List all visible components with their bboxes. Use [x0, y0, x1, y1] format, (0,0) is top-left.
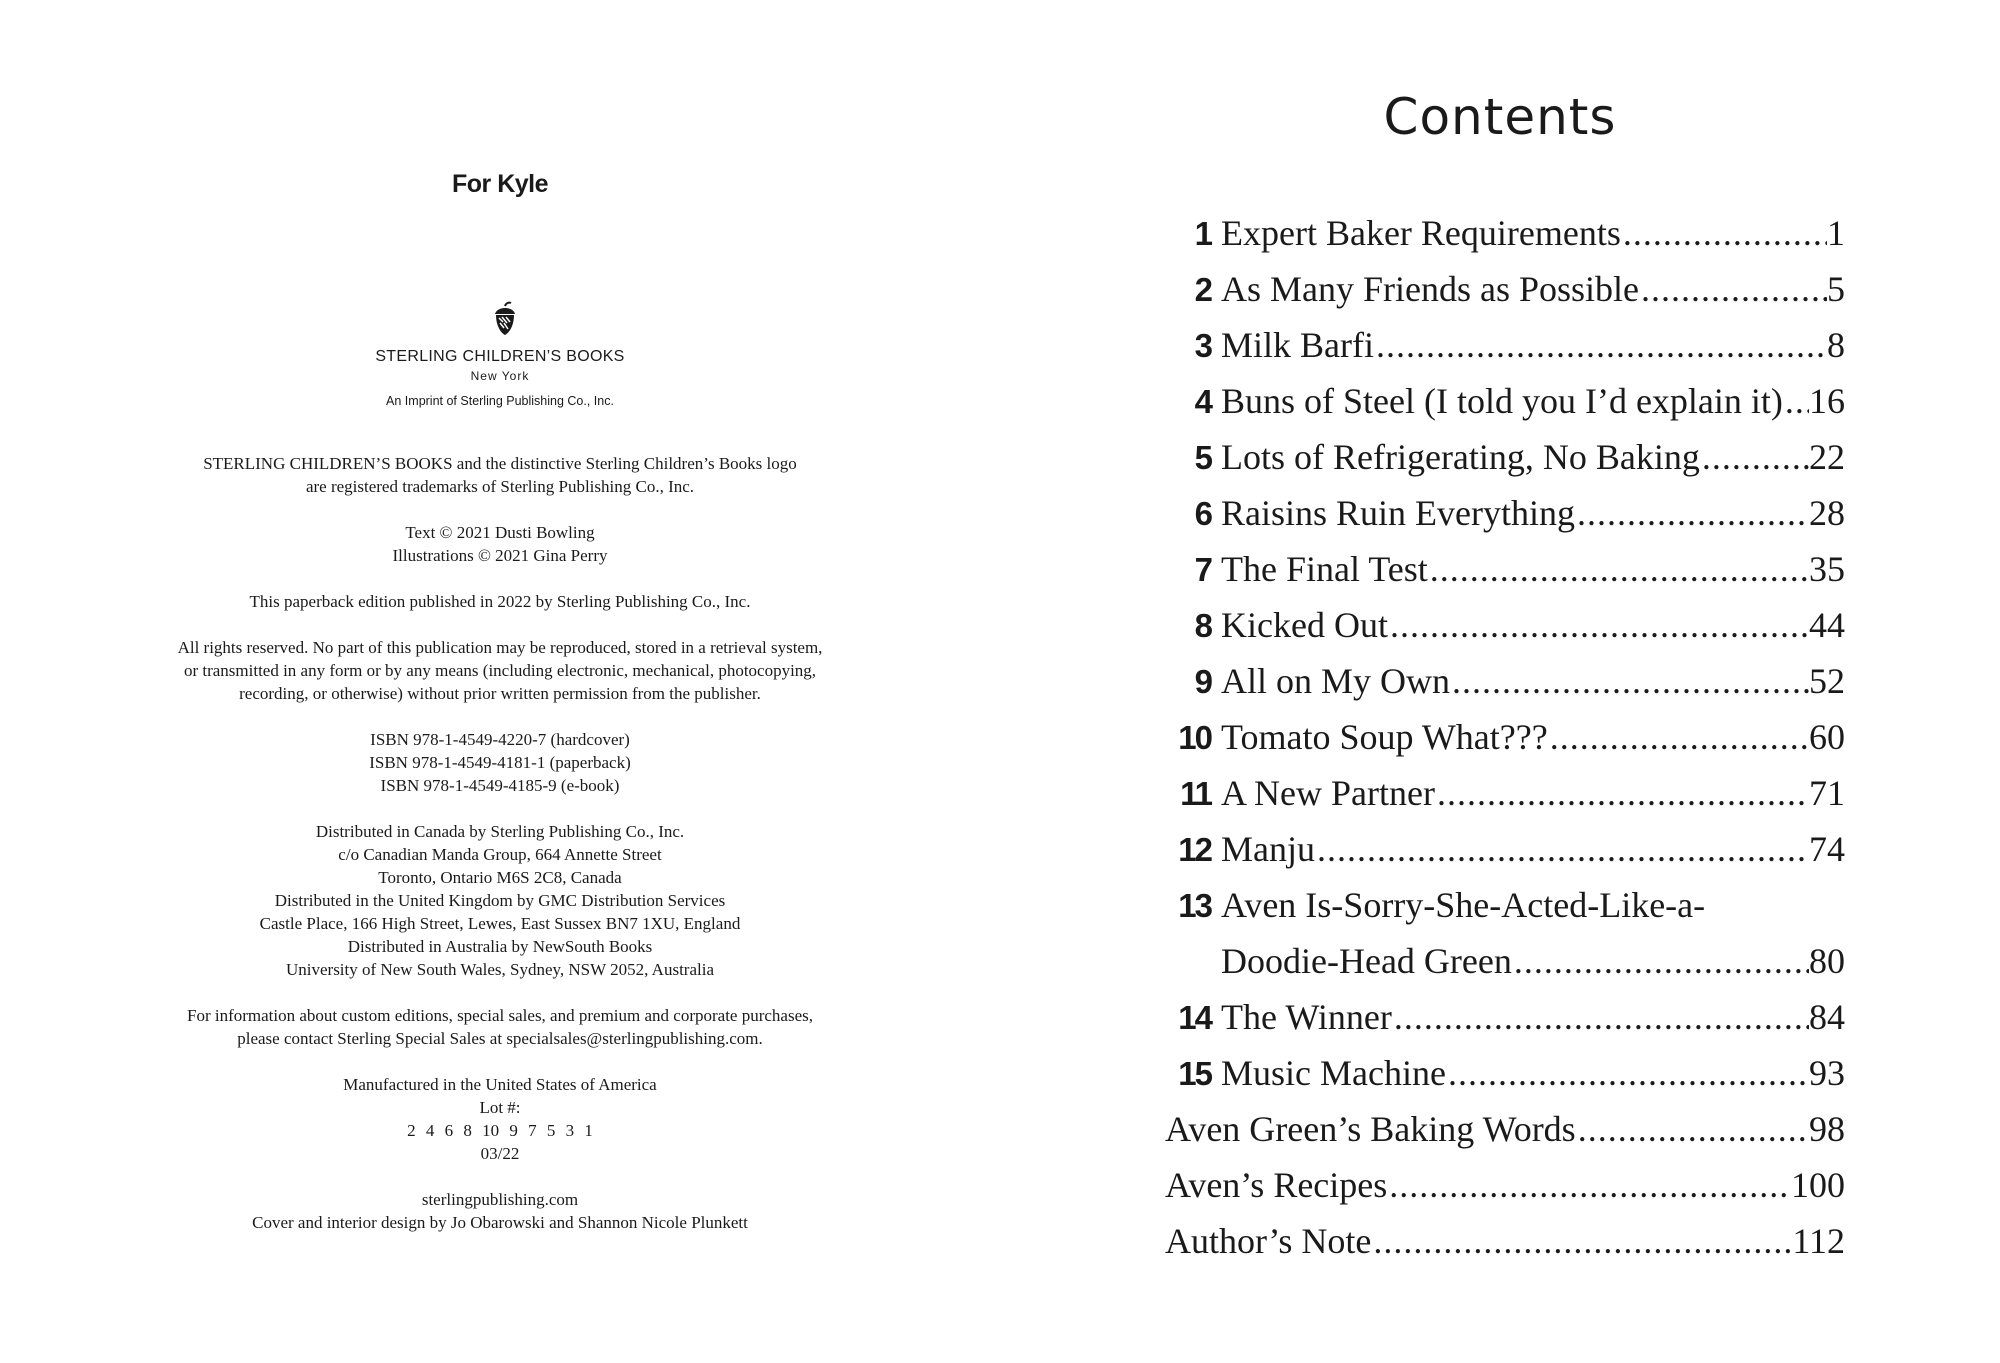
- page-number: 84: [1809, 997, 1845, 1037]
- chapter-title: Lots of Refrigerating, No Baking: [1221, 437, 1700, 477]
- back-matter-title: Aven’s Recipes: [1165, 1165, 1388, 1205]
- chapter-number: 10: [1178, 719, 1211, 756]
- dot-leader: [1700, 429, 1809, 485]
- page-number: 1: [1827, 213, 1845, 253]
- page-number: 5: [1827, 269, 1845, 309]
- toc-entry[interactable]: [1165, 205, 1845, 261]
- dot-leader: [1388, 597, 1809, 653]
- chapter-number: 12: [1178, 831, 1211, 868]
- publisher-name: STERLING CHILDREN’S BOOKS: [375, 348, 625, 365]
- rights-notice: All rights reserved. No part of this publication may be reproduced, stored in a retrieval system, or transmitted in any form or by any means (including electronic, mechanical, photocopying, recording, or otherwise) without prior written permission from the publisher.: [177, 638, 823, 703]
- toc-entry[interactable]: [1165, 709, 1845, 765]
- dot-leader: [1783, 373, 1809, 429]
- publisher-imprint: An Imprint of Sterling Publishing Co., Inc.: [386, 394, 614, 408]
- page-number: 74: [1809, 829, 1845, 869]
- chapter-title: A New Partner: [1221, 773, 1435, 813]
- dot-leader: [1548, 709, 1809, 765]
- toc-entry[interactable]: [1165, 261, 1845, 317]
- website-and-design: [0, 1188, 1000, 1234]
- trademark-notice: STERLING CHILDREN’S BOOKS and the distinctive Sterling Children’s Books logo are registered trademarks of Sterling Publishing Co., Inc.: [203, 454, 797, 496]
- copyright-block: [0, 452, 1000, 1257]
- distribution-info: Distributed in Canada by Sterling Publishing Co., Inc. c/o Canadian Manda Group, 664 Annette Street Toronto, Ontario M6S 2C8, Canada Distributed in the United Kingdom by GMC Distribution Services Castle Place, 166 High Street, Lewes, East Sussex BN7 1XU, England Distributed in Australia by NewSouth Books University of New South Wales, Sydney, NSW 2052, Australia: [259, 822, 741, 979]
- toc-entry[interactable]: [1165, 821, 1845, 877]
- contents-page: [1000, 0, 2000, 1363]
- chapter-number: 4: [1194, 383, 1211, 420]
- toc-back-matter-entry[interactable]: [1165, 1213, 1845, 1269]
- chapter-number: 3: [1194, 327, 1211, 364]
- chapter-title: Kicked Out: [1221, 605, 1388, 645]
- toc-entry-continuation[interactable]: [1165, 933, 1845, 989]
- website: sterlingpublishing.com: [421, 1190, 579, 1209]
- chapter-title: Tomato Soup What???: [1221, 717, 1548, 757]
- chapter-number: 8: [1194, 607, 1211, 644]
- dot-leader: [1387, 1157, 1791, 1213]
- page-number: 98: [1809, 1109, 1845, 1149]
- dot-leader: [1374, 317, 1827, 373]
- chapter-title: Manju: [1221, 829, 1315, 869]
- chapter-title: Aven Is-Sorry-She-Acted-Like-a-: [1221, 885, 1706, 925]
- special-sales-info: For information about custom editions, special sales, and premium and corporate purchases, please contact Sterling Special Sales at specialsales@sterlingpublishing.com.: [186, 1006, 813, 1048]
- dot-leader: [1392, 989, 1809, 1045]
- chapter-number: 5: [1194, 439, 1211, 476]
- toc-entry[interactable]: [1165, 877, 1845, 933]
- page-number: 35: [1809, 549, 1845, 589]
- dot-leader: [1575, 485, 1809, 541]
- dot-leader: [1446, 1045, 1809, 1101]
- page-number: 8: [1827, 325, 1845, 365]
- chapter-title: The Winner: [1221, 997, 1392, 1037]
- toc-entry[interactable]: [1165, 653, 1845, 709]
- toc-entry[interactable]: [1165, 485, 1845, 541]
- toc-entry[interactable]: [1165, 597, 1845, 653]
- chapter-title: The Final Test: [1221, 549, 1428, 589]
- chapter-number: 13: [1178, 887, 1211, 924]
- page-number: 28: [1809, 493, 1845, 533]
- toc-entry[interactable]: [1165, 765, 1845, 821]
- isbn-list: ISBN 978-1-4549-4220-7 (hardcover) ISBN 978-1-4549-4181-1 (paperback) ISBN 978-1-4549-4185-9 (e-book): [369, 730, 631, 795]
- page-number: 71: [1809, 773, 1845, 813]
- toc-back-matter-entry[interactable]: [1165, 1101, 1845, 1157]
- chapter-title: Milk Barfi: [1221, 325, 1374, 365]
- chapter-number: 2: [1194, 271, 1211, 308]
- dot-leader: [1621, 205, 1827, 261]
- page-number: 22: [1809, 437, 1845, 477]
- chapter-number: 7: [1194, 551, 1211, 588]
- chapter-number: 15: [1178, 1055, 1211, 1092]
- chapter-number: 1: [1194, 215, 1211, 252]
- page-number: 112: [1792, 1221, 1845, 1261]
- back-matter-title: Author’s Note: [1165, 1221, 1372, 1261]
- chapter-number: 14: [1178, 999, 1211, 1036]
- chapter-title: Expert Baker Requirements: [1221, 213, 1621, 253]
- toc-entry[interactable]: [1165, 429, 1845, 485]
- dot-leader: [1428, 541, 1809, 597]
- page-number: 100: [1791, 1165, 1845, 1205]
- chapter-number: 9: [1194, 663, 1211, 700]
- toc-entry[interactable]: [1165, 373, 1845, 429]
- back-matter-title: Aven Green’s Baking Words: [1165, 1109, 1576, 1149]
- dot-leader: [1450, 653, 1809, 709]
- dedication: For Kyle: [451, 170, 549, 198]
- page-number: 52: [1809, 661, 1845, 701]
- page-number: 60: [1809, 717, 1845, 757]
- printing-line: 2 4 6 8 10 9 7 5 3 1: [407, 1121, 593, 1140]
- acorn-logo-icon: [487, 300, 523, 338]
- table-of-contents: [1165, 205, 1845, 1269]
- dot-leader: [1435, 765, 1809, 821]
- dot-leader: [1639, 261, 1827, 317]
- toc-entry[interactable]: [1165, 541, 1845, 597]
- toc-entry[interactable]: [1165, 989, 1845, 1045]
- dot-leader: [1512, 933, 1809, 989]
- dot-leader: [1576, 1101, 1809, 1157]
- toc-back-matter-entry[interactable]: [1165, 1157, 1845, 1213]
- page-number: 93: [1809, 1053, 1845, 1093]
- chapter-number: 6: [1194, 495, 1211, 532]
- page-number: 80: [1809, 941, 1845, 981]
- manufacturing-info: Manufactured in the United States of America Lot #: 2 4 6 8 10 9 7 5 3 1 03/22: [0, 1073, 1000, 1165]
- toc-entry[interactable]: [1165, 317, 1845, 373]
- chapter-title: Music Machine: [1221, 1053, 1446, 1093]
- chapter-title: All on My Own: [1221, 661, 1451, 701]
- edition-notice: This paperback edition published in 2022 by Sterling Publishing Co., Inc.: [249, 592, 751, 611]
- credits: Text © 2021 Dusti Bowling Illustrations © 2021 Gina Perry: [392, 523, 608, 565]
- dot-leader: [1371, 1213, 1792, 1269]
- page-number: 44: [1809, 605, 1845, 645]
- chapter-title: Raisins Ruin Everything: [1221, 493, 1575, 533]
- page-number: 16: [1809, 381, 1845, 421]
- chapter-title: As Many Friends as Possible: [1221, 269, 1640, 309]
- publisher-city: New York: [470, 369, 530, 383]
- dot-leader: [1315, 821, 1809, 877]
- chapter-title-continued: Doodie-Head Green: [1221, 941, 1512, 981]
- design-credit: Cover and interior design by Jo Obarowski and Shannon Nicole Plunkett: [252, 1213, 748, 1232]
- page-title: Contents: [1383, 88, 1617, 146]
- chapter-title: Buns of Steel (I told you I’d explain it): [1221, 381, 1783, 421]
- toc-entry[interactable]: [1165, 1045, 1845, 1101]
- chapter-number: 11: [1180, 775, 1211, 812]
